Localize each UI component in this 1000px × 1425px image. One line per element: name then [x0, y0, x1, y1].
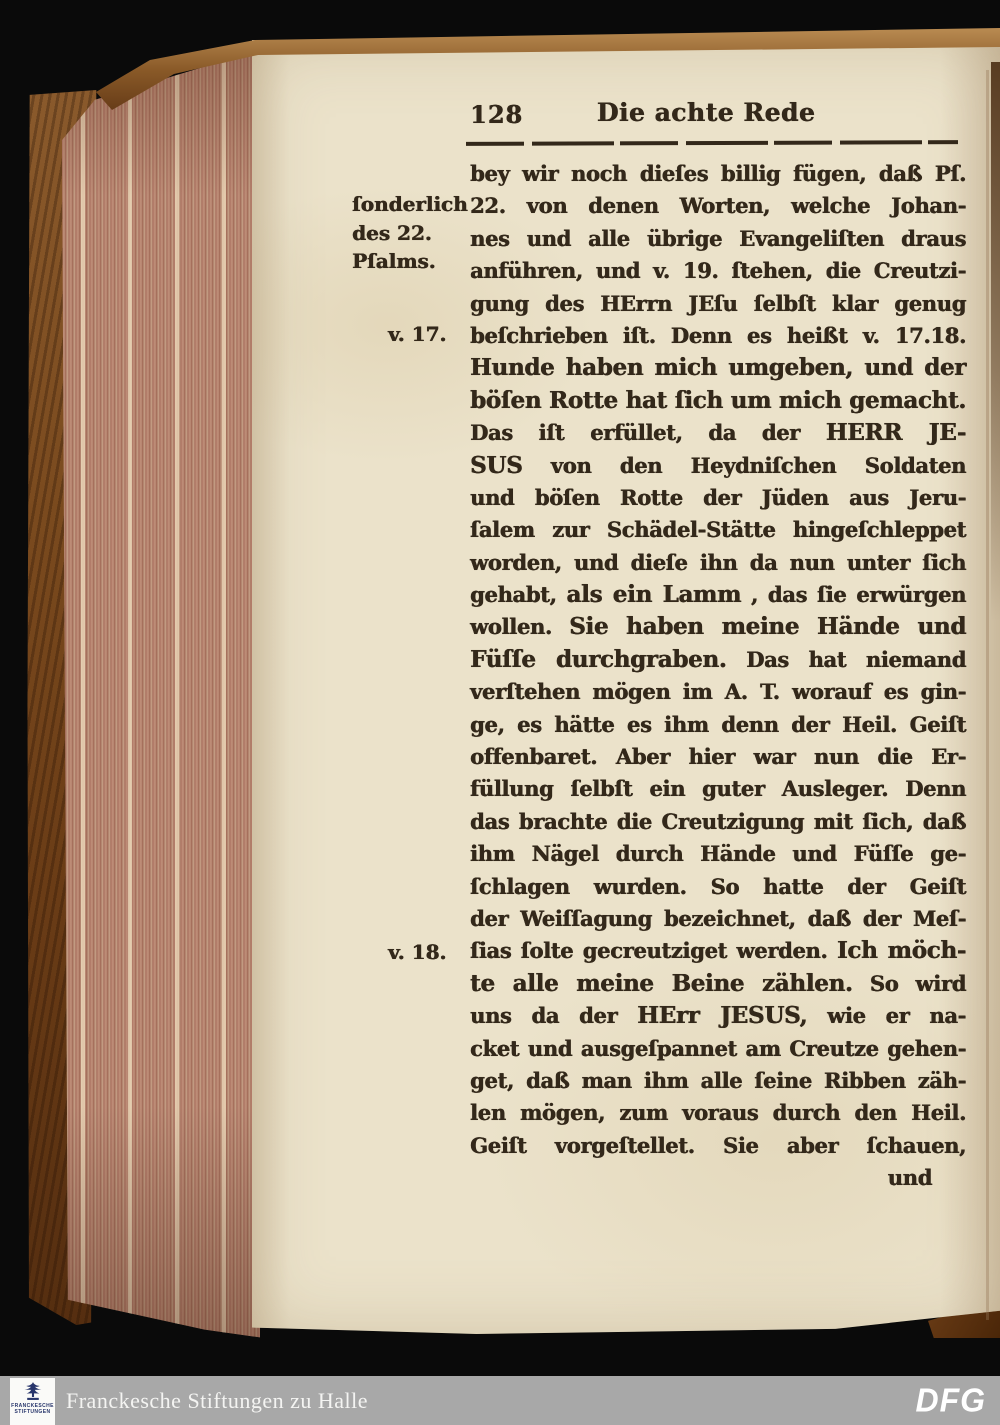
body-segment: HERR JE-	[825, 419, 966, 447]
running-title: Die achte Rede	[596, 98, 816, 127]
body-segment: worden, und dieſe ihn da nun unter ſich	[470, 549, 966, 575]
logo-caption-line: FRANCKESCHE	[11, 1403, 54, 1409]
body-line	[470, 871, 966, 903]
body-segment: böſen Rotte hat ſich um mich gemacht.	[470, 386, 966, 414]
body-segment: ihm Nägel durch Hände und Füſſe ge-	[470, 841, 966, 867]
body-line	[470, 741, 966, 773]
page-number: 128	[470, 100, 524, 129]
body-line	[470, 903, 966, 935]
body-segment: verſtehen mögen im A. T. worauf es gin-	[470, 679, 966, 705]
body-segment: Füſſe durchgraben.	[470, 645, 727, 673]
body-line	[470, 547, 966, 579]
body-line	[470, 579, 966, 611]
body-segment: gehabt,	[470, 582, 567, 608]
body-line	[470, 968, 966, 1000]
body-segment: len mögen, zum voraus durch den Heil.	[470, 1100, 966, 1126]
body-line	[470, 320, 966, 352]
body-segment: der Weiſſagung bezeichnet, daß der Meſ-	[470, 905, 966, 931]
body-line	[470, 935, 966, 967]
body-line	[470, 1097, 966, 1129]
body-segment: und böſen Rotte der Jüden aus Jeru-	[470, 484, 966, 510]
page-gutter-crease	[986, 70, 989, 1320]
body-segment: und	[887, 1165, 932, 1191]
body-line	[470, 838, 966, 870]
body-segment: , das ſie erwürgen	[741, 582, 966, 608]
margin-note-verse17: v. 17.	[388, 322, 447, 346]
body-segment: wollen.	[470, 614, 570, 640]
body-line	[470, 385, 966, 417]
body-segment: bey wir noch dieſes billig fügen, daß Pſ.	[470, 161, 966, 186]
logo-caption-line: STIFTUNGEN	[14, 1409, 51, 1415]
body-segment: Sie haben meine Hände und	[569, 613, 967, 641]
body-segment: nes und alle übrige Evangeliſten draus	[470, 225, 966, 251]
body-segment: gung des HErrn JEſu ſelbſt klar genug	[470, 290, 966, 316]
body-segment: offenbaret. Aber hier war nun die Er-	[470, 744, 966, 770]
body-segment: So wird	[852, 970, 966, 996]
viewer-footer-bar	[0, 1376, 1000, 1425]
body-line	[470, 773, 966, 805]
body-segment: Ich möch-	[836, 937, 966, 965]
body-line	[470, 676, 966, 708]
body-segment: wie er na-	[807, 1003, 966, 1029]
body-segment: von den Heydniſchen Soldaten	[522, 452, 966, 478]
body-line	[470, 1130, 966, 1162]
body-segment: Geiſt vorgeſtellet. Sie aber ſchauen,	[470, 1132, 966, 1158]
body-segment: SUS	[470, 451, 523, 479]
body-line	[470, 1033, 966, 1065]
body-segment: cket und ausgeſpannet am Creutze gehen-	[470, 1035, 966, 1061]
body-segment: 22. von denen Worten, welche Johan-	[470, 193, 966, 219]
body-segment: als ein Lamm	[566, 581, 741, 609]
body-line	[470, 1162, 966, 1194]
right-cover-sliver	[991, 62, 1000, 622]
body-segment: uns da der	[470, 1003, 638, 1029]
body-segment: te alle meine Beine zählen.	[470, 969, 853, 997]
margin-note-psalm	[352, 190, 470, 276]
body-segment: ſias ſolte gecreutziget werden.	[470, 938, 837, 964]
body-segment: Das hat niemand	[726, 646, 967, 672]
body-segment: ſchlagen wurden. So hatte der Geiſt	[470, 873, 966, 899]
body-segment: ſalem zur Schädel-Stätte hingeſchleppet	[470, 517, 966, 543]
body-line	[470, 288, 966, 320]
body-line	[470, 514, 966, 546]
body-segment: HErr JESUS,	[637, 1002, 808, 1030]
body-segment: ge, es hätte es ihm denn der Heil. Geiſt	[470, 711, 966, 737]
body-line	[470, 644, 966, 676]
body-line	[470, 482, 966, 514]
body-segment: get, daß man ihm alle ſeine Ribben zäh-	[470, 1067, 966, 1093]
dfg-logo: DFG	[915, 1381, 986, 1419]
margin-note-line: ſonderlich	[352, 192, 468, 216]
body-line	[470, 709, 966, 741]
body-segment: Hunde haben mich umgeben, und der	[470, 354, 966, 382]
body-line	[470, 1065, 966, 1097]
institution-name: Franckesche Stiftungen zu Halle	[66, 1388, 369, 1413]
body-segment: füllung ſelbſt ein guter Ausleger. Denn	[470, 776, 966, 802]
body-line	[470, 806, 966, 838]
book-fore-edge-pages	[55, 40, 260, 1340]
body-line	[470, 450, 966, 482]
body-line	[470, 158, 966, 190]
eagle-icon	[20, 1381, 46, 1401]
logo-caption	[11, 1403, 54, 1415]
institution-logo	[10, 1378, 55, 1425]
body-line	[470, 255, 966, 287]
body-line	[470, 190, 966, 222]
body-line	[470, 223, 966, 255]
body-segment: anführen, und v. 19. ſtehen, die Creutzi-	[470, 258, 966, 284]
body-segment: beſchrieben iſt. Denn es heißt v. 17.18.	[470, 322, 966, 348]
body-line	[470, 352, 966, 384]
body-line	[470, 1000, 966, 1032]
body-line	[470, 417, 966, 449]
body-text	[470, 158, 966, 1195]
margin-note-line: Pſalms.	[352, 249, 436, 273]
body-line	[470, 611, 966, 643]
body-segment: das brachte die Creutzigung mit ſich, daß	[470, 808, 966, 834]
margin-note-verse18: v. 18.	[388, 940, 447, 964]
margin-note-line: des 22.	[352, 220, 432, 245]
body-segment: Das iſt erfüllet, da der	[470, 420, 826, 446]
